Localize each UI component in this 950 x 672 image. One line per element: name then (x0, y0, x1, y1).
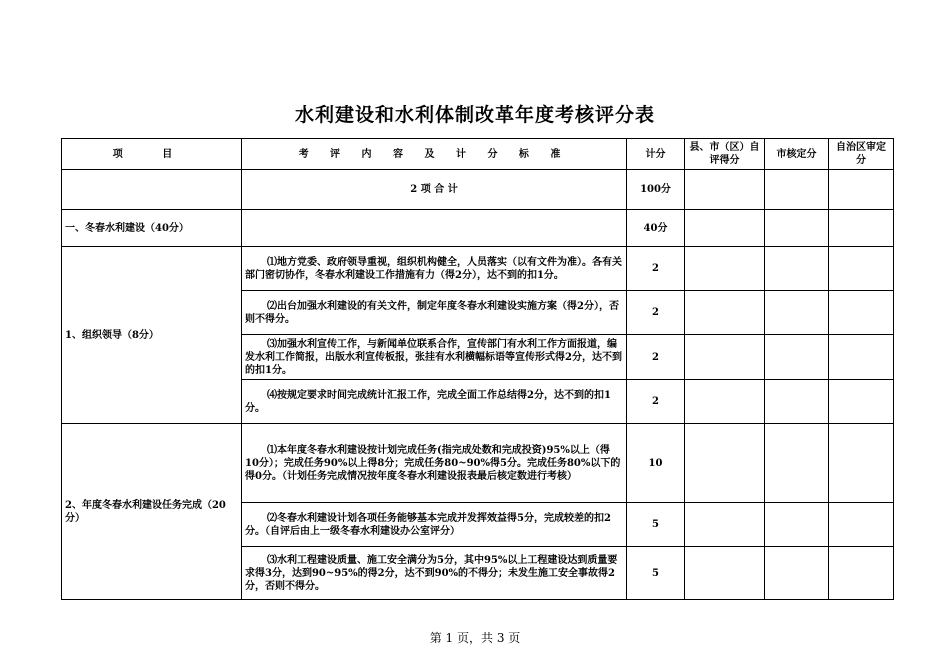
cell-empty (685, 247, 765, 291)
cell-empty (765, 547, 829, 600)
total-row (62, 170, 894, 210)
cell-empty (829, 547, 894, 600)
cell-empty (765, 335, 829, 380)
criterion-text: ⑵冬春水利建设计划各项任务能够基本完成并发挥效益得5分，完成较差的扣2分。（自评后由上一级冬春水利建设办公室评分） (242, 503, 627, 547)
total-label: 2 项 合 计 (242, 170, 627, 210)
cell-empty (765, 210, 829, 247)
cell-empty (829, 380, 894, 424)
page-footer: 第 1 页，共 3 页 (429, 631, 521, 645)
criterion-text: ⑶水利工程建设质量、施工安全满分为5分，其中95%以上工程建设达到质量要求得3分，达到90~95%的得2分，达不到90%的不得分；未发生施工安全事故得2分，否则不得分。 (242, 547, 627, 600)
cell-empty (685, 547, 765, 600)
criterion-score: 2 (627, 335, 685, 380)
score-table (61, 138, 894, 600)
criterion-score: 5 (627, 503, 685, 547)
header-region: 自治区审定分 (829, 139, 894, 170)
section-score: 40分 (627, 210, 685, 247)
cell-empty (829, 210, 894, 247)
header-criteria: 考 评 内 容 及 计 分 标 准 (242, 139, 627, 170)
cell-empty (829, 247, 894, 291)
cell-empty (829, 424, 894, 503)
criterion-score: 5 (627, 547, 685, 600)
cell-empty (685, 210, 765, 247)
cell-empty (829, 291, 894, 335)
criterion-text: ⑴本年度冬春水利建设按计划完成任务(指完成处数和完成投资)95%以上（得10分）；完成任务90%以上得8分；完成任务80~90%得5分。完成任务80%以下的得0分。（计划任务完成情况按年度冬春水利建设报表最后核定数进行考核） (242, 424, 627, 503)
header-city: 市核定分 (765, 139, 829, 170)
criterion-text: ⑷按规定要求时间完成统计汇报工作，完成全面工作总结得2分，达不到的扣1分。 (242, 380, 627, 424)
group-label: 1、组织领导（8分） (62, 247, 242, 424)
header-item: 项 目 (62, 139, 242, 170)
header-score: 计分 (627, 139, 685, 170)
total-blank (62, 170, 242, 210)
criterion-score: 2 (627, 291, 685, 335)
header-row (62, 139, 894, 170)
cell-empty (685, 503, 765, 547)
cell-empty (685, 380, 765, 424)
cell-empty (685, 335, 765, 380)
criterion-text: ⑵出台加强水利建设的有关文件，制定年度冬春水利建设实施方案（得2分），否则不得分。 (242, 291, 627, 335)
criterion-score: 2 (627, 380, 685, 424)
page-title: 水利建设和水利体制改革年度考核评分表 (294, 104, 655, 126)
cell-empty (765, 247, 829, 291)
cell-empty (765, 380, 829, 424)
cell-empty (242, 210, 627, 247)
cell-empty (765, 424, 829, 503)
total-score: 100分 (627, 170, 685, 210)
criterion-text: ⑶加强水利宣传工作，与新闻单位联系合作，宣传部门有水利工作方面报道，编发水利工作简报，出版水利宣传板报，张挂有水利横幅标语等宣传形式得2分，达不到的扣1分。 (242, 335, 627, 380)
cell-empty (829, 170, 894, 210)
cell-empty (685, 170, 765, 210)
cell-empty (765, 291, 829, 335)
group-label: 2、年度冬春水利建设任务完成（20分） (62, 424, 242, 600)
table-row (62, 424, 894, 503)
cell-empty (685, 424, 765, 503)
header-county-self: 县、市（区）自评得分 (685, 139, 765, 170)
cell-empty (685, 291, 765, 335)
table-row (62, 247, 894, 291)
criterion-score: 10 (627, 424, 685, 503)
cell-empty (829, 335, 894, 380)
criterion-text: ⑴地方党委、政府领导重视，组织机构健全，人员落实（以有文件为准）。各有关部门密切协作，冬春水利建设工作措施有力（得2分），达不到的扣1分。 (242, 247, 627, 291)
cell-empty (765, 170, 829, 210)
section-label: 一、冬春水利建设（40分） (62, 210, 242, 247)
criterion-score: 2 (627, 247, 685, 291)
cell-empty (765, 503, 829, 547)
cell-empty (829, 503, 894, 547)
section-row (62, 210, 894, 247)
